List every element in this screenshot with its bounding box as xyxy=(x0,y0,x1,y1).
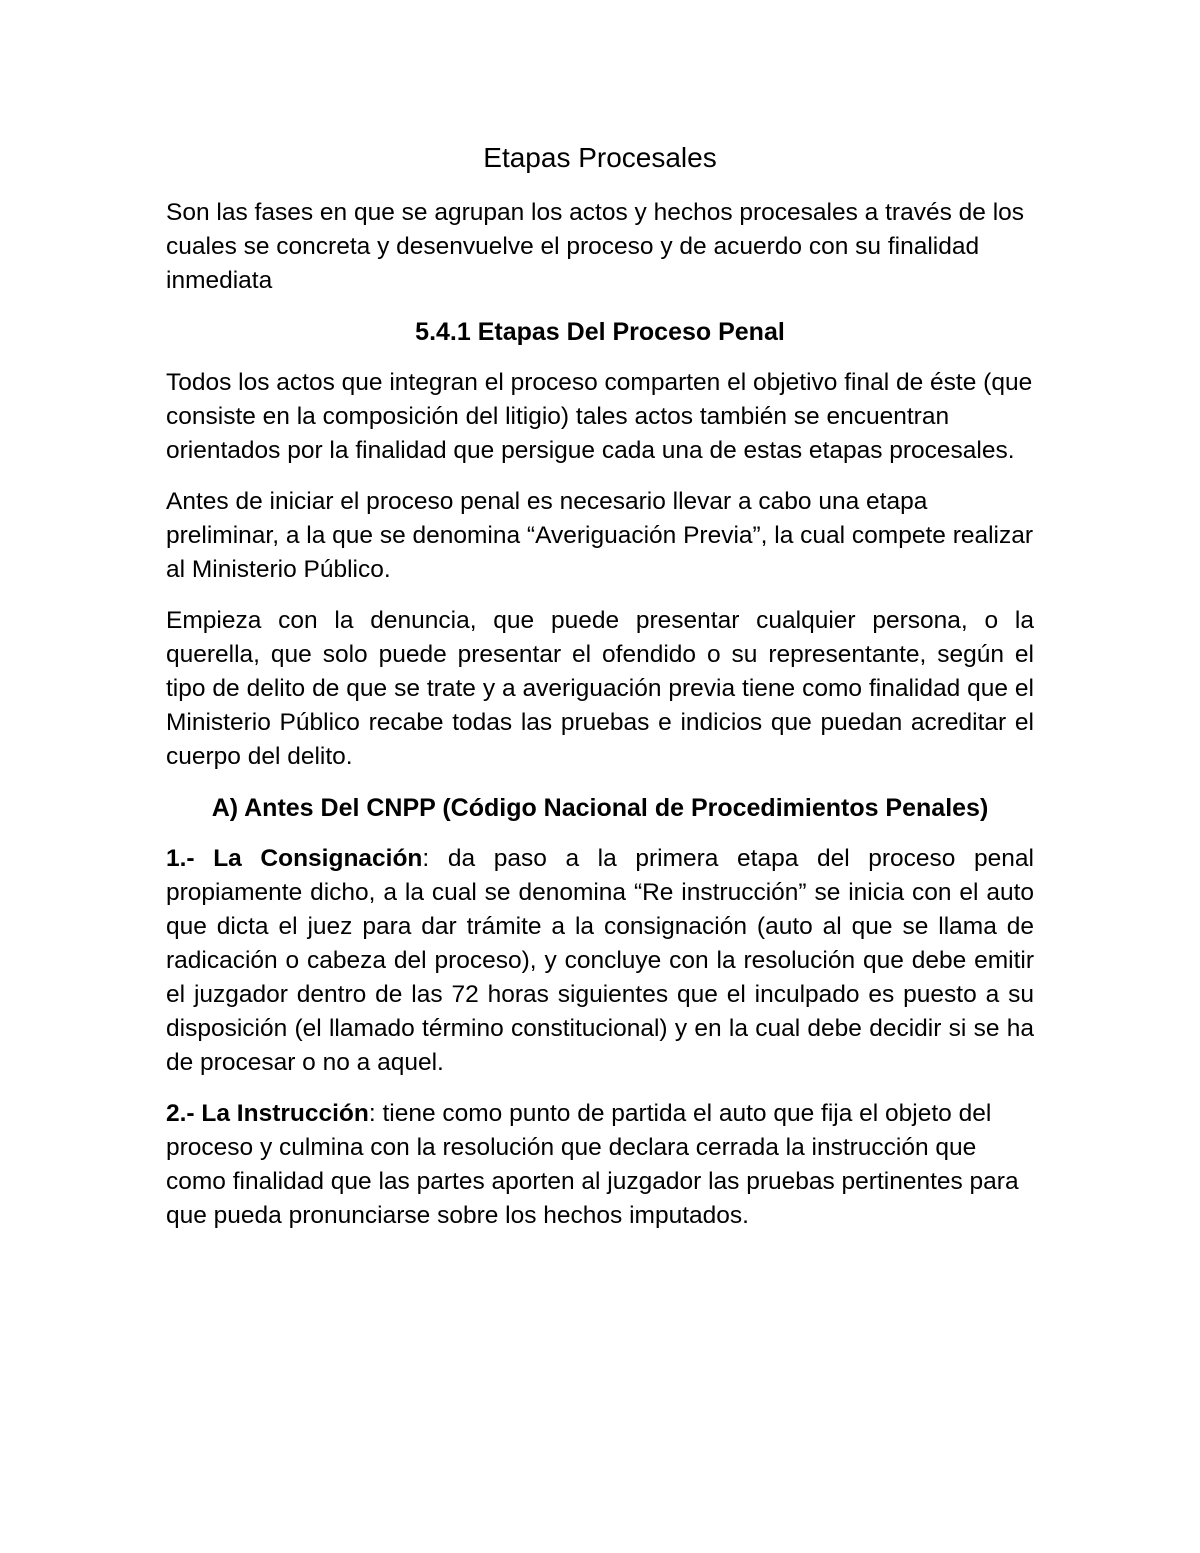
paragraph-3: Empieza con la denuncia, que puede presentar cualquier persona, o la querella, que solo puede presentar el ofendido o su representante, según el tipo de delito de que se trate y a averiguación previa tiene como finalidad que el Ministerio Público recabe todas las pruebas e indicios que puedan acreditar el cuerpo del delito. xyxy=(166,607,1034,770)
list-item-1-label: 1.- La Consignación xyxy=(166,845,423,872)
list-item-2-label: 2.- La Instrucción xyxy=(166,1100,369,1127)
document-page xyxy=(166,138,1034,1250)
document-title: Etapas Procesales xyxy=(483,142,717,173)
list-item-2-text: : tiene como punto de partida el auto que fija el objeto del proceso y culmina con la resolución que declara cerrada la instrucción que como finalidad que las partes aporten al juzgador las pruebas pertinentes para que pueda pronunciarse sobre los hechos imputados. xyxy=(166,1100,1019,1229)
paragraph-1: Todos los actos que integran el proceso comparten el objetivo final de éste (que consiste en la composición del litigio) tales actos también se encuentran orientados por la finalidad que persigue cada una de estas etapas procesales. xyxy=(166,369,1033,464)
list-item-2 xyxy=(166,1097,1034,1233)
list-item-1-text: : da paso a la primera etapa del proceso penal propiamente dicho, a la cual se denomina “Re instrucción” se inicia con el auto que dicta el juez para dar trámite a la consignación (auto al que se llama de radicación o cabeza del proceso), y concluye con la resolución que debe emitir el juzgador dentro de las 72 horas siguientes que el inculpado es puesto a su disposición (el llamado término constitucional) y en la cual debe decidir si se ha de procesar o no a aquel. xyxy=(166,845,1034,1076)
list-item-1 xyxy=(166,842,1034,1080)
section-heading: 5.4.1 Etapas Del Proceso Penal xyxy=(415,318,785,346)
subsection-heading: A) Antes Del CNPP (Código Nacional de Procedimientos Penales) xyxy=(211,794,989,822)
intro-paragraph: Son las fases en que se agrupan los actos y hechos procesales a través de los cuales se concreta y desenvuelve el proceso y de acuerdo con su finalidad inmediata xyxy=(166,199,1025,294)
paragraph-2: Antes de iniciar el proceso penal es necesario llevar a cabo una etapa preliminar, a la que se denomina “Averiguación Previa”, la cual compete realizar al Ministerio Público. xyxy=(166,488,1034,583)
